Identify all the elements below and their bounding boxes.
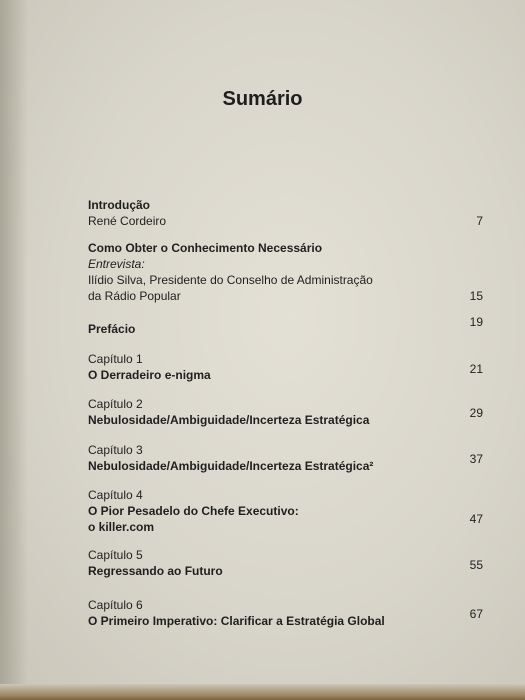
toc-entry-capitulo-5: [88, 547, 483, 579]
entry-heading: O Derradeiro e-nigma: [88, 368, 211, 382]
entry-heading: Como Obter o Conhecimento Necessário: [88, 241, 323, 255]
toc-entry-capitulo-4: [88, 487, 483, 535]
entry-author: René Cordeiro: [88, 214, 167, 228]
page-number: 15: [469, 289, 483, 303]
entry-heading: Regressando ao Futuro: [88, 564, 223, 578]
toc-entry-como-obter: [88, 240, 483, 304]
toc-entry-introducao: [88, 197, 483, 229]
chapter-label: Capítulo 4: [88, 488, 143, 502]
entry-subtitle-line-1: Ilídio Silva, Presidente do Conselho de Administração: [88, 273, 373, 287]
page-number: 7: [476, 214, 483, 228]
entry-heading: Nebulosidade/Ambiguidade/Incerteza Estratégica: [88, 413, 370, 427]
entry-heading: Prefácio: [88, 322, 136, 336]
entry-heading: Nebulosidade/Ambiguidade/Incerteza Estratégica²: [88, 459, 374, 473]
page-number: 19: [469, 315, 483, 329]
page-bottom-edge: [0, 684, 525, 700]
chapter-label: Capítulo 6: [88, 598, 143, 612]
page-number: 21: [469, 362, 483, 376]
chapter-label: Capítulo 3: [88, 443, 143, 457]
entry-heading: Introdução: [88, 198, 150, 212]
page-number: 55: [469, 558, 483, 572]
entry-label: Entrevista:: [88, 257, 145, 271]
entry-heading: O Primeiro Imperativo: Clarificar a Estratégia Global: [88, 614, 385, 628]
entry-heading: O Pior Pesadelo do Chefe Executivo:: [88, 504, 299, 518]
toc-entry-prefacio: [88, 315, 483, 337]
chapter-label: Capítulo 2: [88, 397, 143, 411]
toc-entry-capitulo-2: [88, 396, 483, 428]
page-number: 67: [469, 607, 483, 621]
toc-entry-capitulo-6: [88, 597, 483, 629]
toc-entry-capitulo-3: [88, 442, 483, 474]
entry-subtitle-line-2: da Rádio Popular: [88, 289, 181, 303]
entry-heading-line-2: o killer.com: [88, 520, 155, 534]
page-title: Sumário: [222, 88, 303, 110]
chapter-label: Capítulo 5: [88, 548, 143, 562]
toc-entry-capitulo-1: [88, 351, 483, 383]
page-number: 29: [469, 406, 483, 420]
chapter-label: Capítulo 1: [88, 352, 143, 366]
page-number: 47: [469, 512, 483, 526]
page-number: 37: [469, 452, 483, 466]
